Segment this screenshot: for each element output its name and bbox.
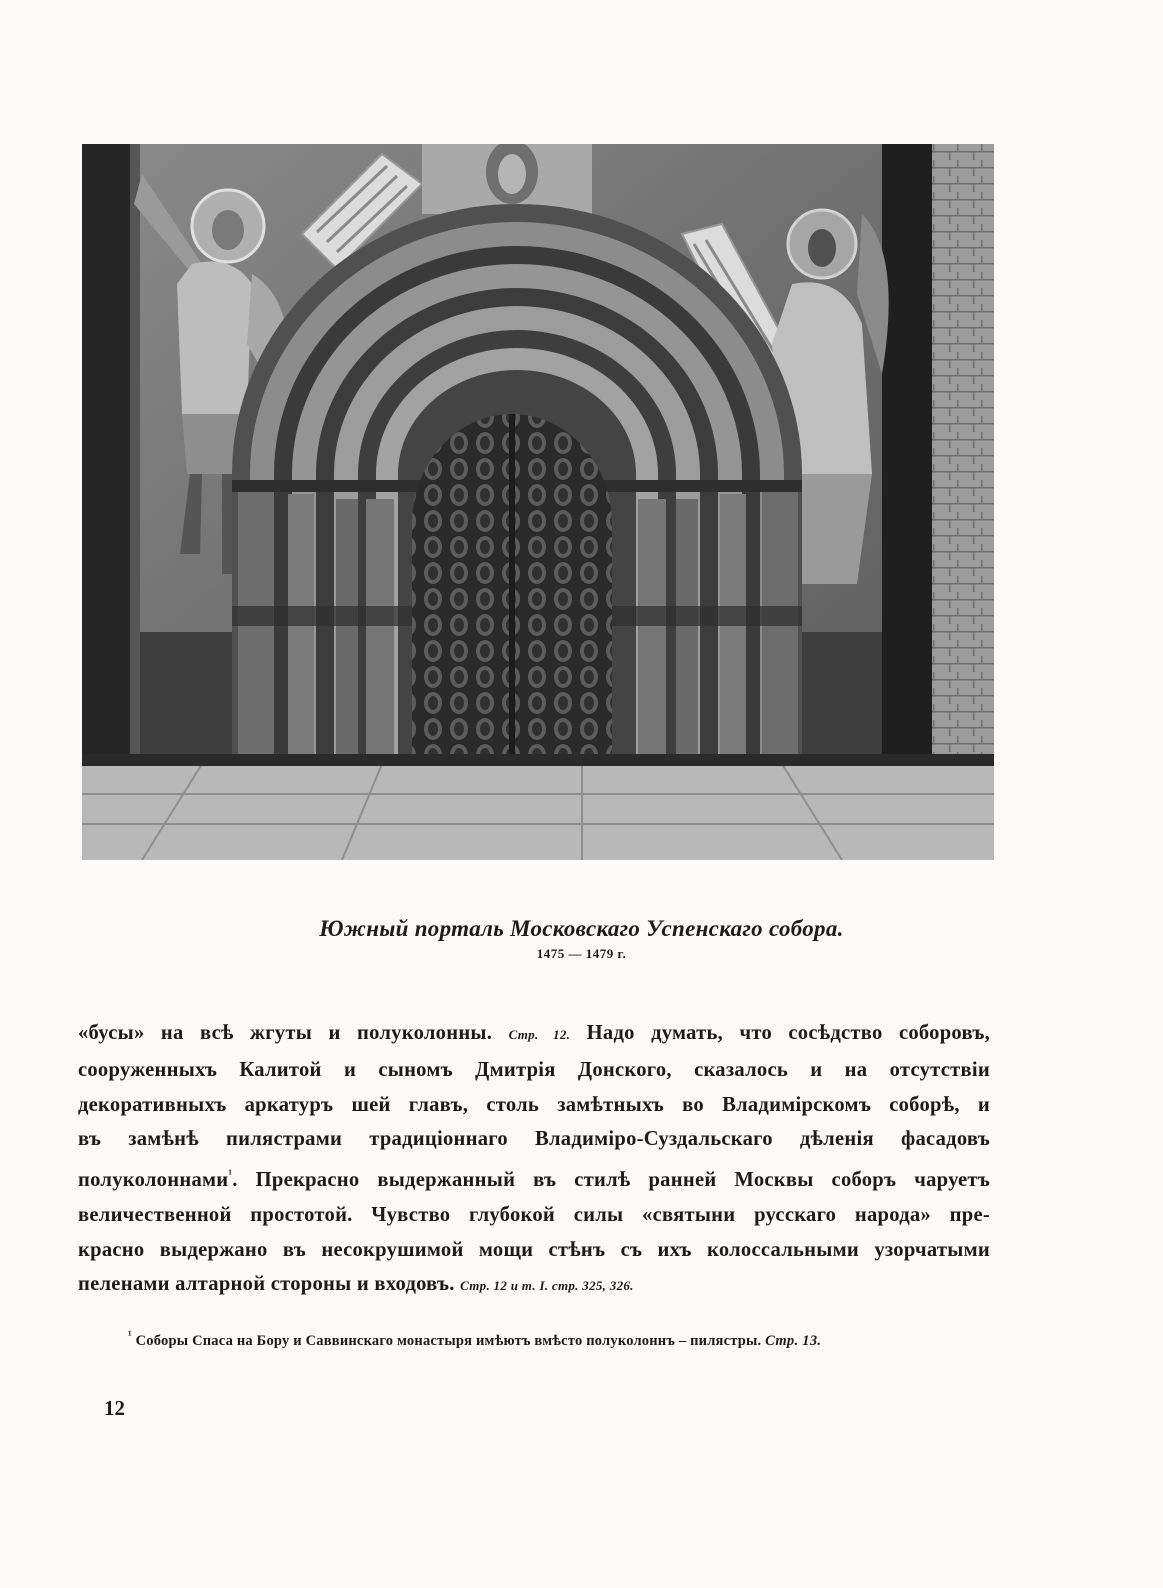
photo-plate-south-portal: [82, 144, 994, 860]
footnote-marker: ¹: [128, 1328, 132, 1342]
body-paragraph: [78, 1016, 990, 1304]
body-line: красно выдержано въ несокрушимой мощи стѣнъ съ ихъ колоссальными узорчатыми: [78, 1238, 990, 1261]
body-line: «бусы» на всѣ жгуты и полуколонны. Стр. 12. Надо думать, что сосѣдство соборовъ,: [78, 1022, 990, 1044]
footnote-marker: ¹: [228, 1167, 233, 1182]
page-reference: Стр. 12 и т. I. стр. 325, 326.: [460, 1278, 634, 1294]
body-line: въ замѣнѣ пилястрами традиціоннаго Владиміро-Суздальскаго дѣленія фасадовъ: [78, 1128, 990, 1151]
brick-wall: [932, 144, 994, 784]
left-pilaster: [82, 144, 130, 784]
portal-photograph: [82, 144, 994, 860]
body-line: сооруженныхъ Калитой и сыномъ Дмитрія Донского, сказалось и на отсутствіи: [78, 1058, 990, 1081]
page-number: 12: [104, 1396, 125, 1420]
right-pilaster: [882, 144, 932, 784]
stone-floor: [82, 754, 994, 860]
body-line: величественной простотой. Чувство глубокой силы «святыни русскаго народа» пре-: [78, 1203, 990, 1226]
page-reference: Стр. 12.: [508, 1027, 571, 1042]
caption-title: Южный порталь Московскаго Успенскаго собора.: [319, 916, 844, 941]
portal-door: [412, 414, 612, 764]
caption-dates: 1475 — 1479 г.: [536, 946, 627, 961]
body-line: пеленами алтарной стороны и входовъ. Стр. 12 и т. I. стр. 325, 326.: [78, 1273, 634, 1296]
body-line: декоративныхъ аркатуръ шей главъ, столь замѣтныхъ во Владимірскомъ соборѣ, и: [78, 1093, 990, 1116]
figure-caption: [0, 916, 1163, 962]
fresco-top-figure: [422, 144, 592, 214]
footnote-text: Соборы Спаса на Бору и Саввинскаго монастыря имѣютъ вмѣсто полуколоннъ – пилястры.: [135, 1332, 766, 1349]
footnote-reference: Стр. 13.: [765, 1332, 822, 1349]
footnote: [128, 1328, 1008, 1350]
body-line: полуколоннами$^{^1}$. Прекрасно выдержанный въ стилѣ ранней Москвы соборъ чаруетъ: [78, 1167, 990, 1192]
